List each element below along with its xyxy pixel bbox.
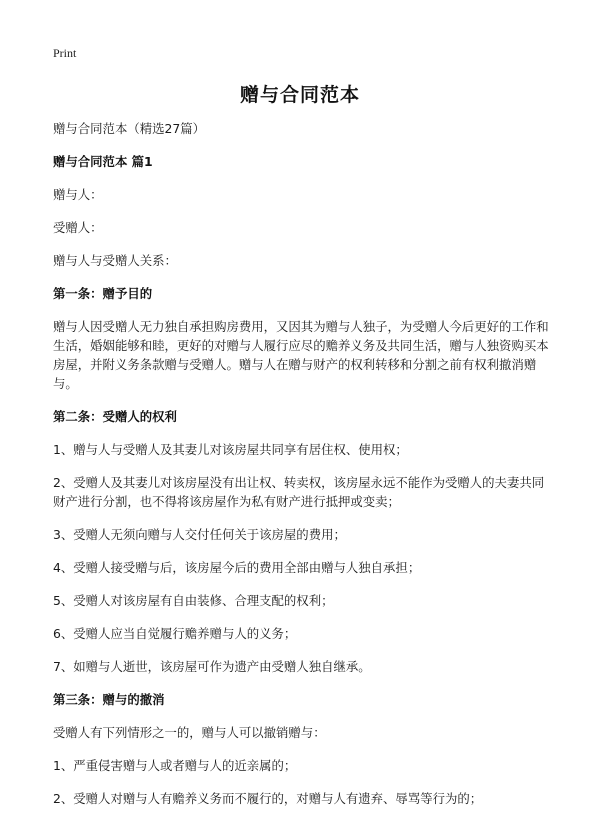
document-body xyxy=(53,119,553,822)
article-2-item-5: 5、受赠人对该房屋有自由装修、合理支配的权利； xyxy=(53,593,334,608)
article-heading-3: 第三条：赠与的撤消 xyxy=(53,692,165,707)
article-heading-1: 第一条：赠予目的 xyxy=(53,286,153,301)
article-1-body: 赠与人因受赠人无力独自承担购房费用，又因其为赠与人独子，为受赠人今后更好的工作和生活，婚姻能够和睦，更好的对赠与人履行应尽的赡养义务及共同生活，赠与人独资购买本房屋，并附义务条款赠与受赠人。赠与人在赠与财产的权利转移和分割之前有权利撤消赠与。 xyxy=(53,319,549,391)
section-heading-part1: 赠与合同范本 篇1 xyxy=(53,154,153,169)
article-3-intro: 受赠人有下列情形之一的，赠与人可以撤销赠与： xyxy=(53,725,326,740)
article-2-item-7: 7、如赠与人逝世，该房屋可作为遗产由受赠人独自继承。 xyxy=(53,659,371,674)
donor-field: 赠与人： xyxy=(53,187,103,202)
subtitle-line: 赠与合同范本（精选27篇） xyxy=(53,121,206,136)
document-title: 赠与合同范本 xyxy=(239,84,360,106)
article-3-item-1: 1、严重侵害赠与人或者赠与人的近亲属的； xyxy=(53,758,297,773)
relationship-field: 赠与人与受赠人关系： xyxy=(53,253,177,268)
article-2-item-1: 1、赠与人与受赠人及其妻儿对该房屋共同享有居住权、使用权； xyxy=(53,442,408,457)
article-3-item-2: 2、受赠人对赠与人有赡养义务而不履行的，对赠与人有遗弃、辱骂等行为的； xyxy=(53,791,483,806)
article-2-item-3: 3、受赠人无须向赠与人交付任何关于该房屋的费用； xyxy=(53,527,346,542)
article-heading-2: 第二条：受赠人的权利 xyxy=(53,409,177,424)
donee-field: 受赠人： xyxy=(53,220,103,235)
article-2-item-4: 4、受赠人接受赠与后，该房屋今后的费用全部由赠与人独自承担； xyxy=(53,560,421,575)
article-2-item-2: 2、受赠人及其妻儿对该房屋没有出让权、转卖权，该房屋永远不能作为受赠人的夫妻共同财产进行分割，也不得将该房屋作为私有财产进行抵押或变卖； xyxy=(53,475,545,509)
article-2-item-6: 6、受赠人应当自觉履行赡养赠与人的义务； xyxy=(53,626,297,641)
print-link[interactable]: Print xyxy=(53,46,77,60)
